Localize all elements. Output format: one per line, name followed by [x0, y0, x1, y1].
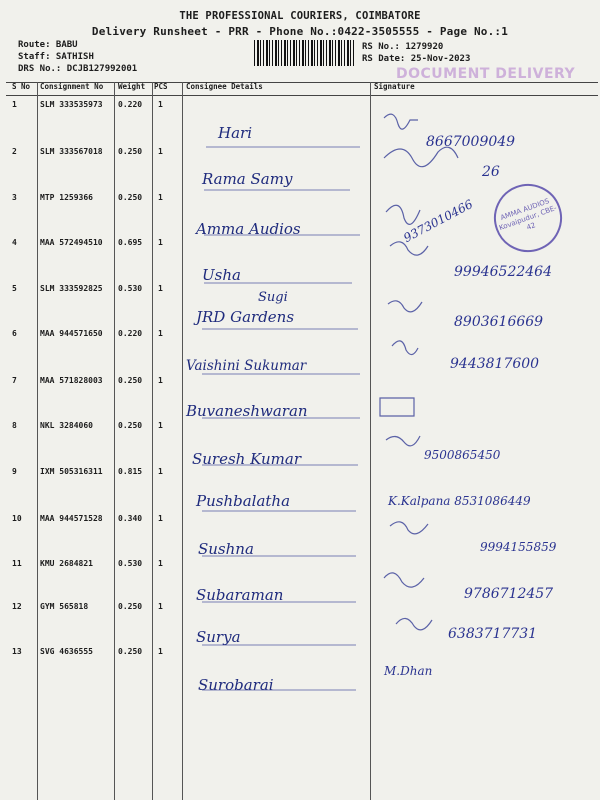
- row-pcs: 1: [158, 284, 163, 293]
- row-pcs: 1: [158, 376, 163, 385]
- row-signature: 8667009049: [426, 134, 516, 150]
- row-pcs: 1: [158, 329, 163, 338]
- col-divider: [152, 82, 153, 800]
- row-weight: 0.340: [118, 514, 143, 523]
- row-consignment: GYM 565818: [40, 602, 89, 611]
- row-sno: 1: [12, 100, 17, 109]
- row-signature: 6383717731: [448, 626, 538, 642]
- row-consignment: IXM 505316311: [40, 467, 103, 476]
- row-signature: 8903616669: [454, 314, 544, 330]
- row-signature: 9500865450: [424, 448, 501, 462]
- row-pcs: 1: [158, 238, 163, 247]
- row-consignment: MAA 571828003: [40, 376, 103, 385]
- row-consignee: Rama Samy: [202, 170, 293, 188]
- row-consignee: Hari: [218, 124, 252, 142]
- row-signature: 9994155859: [480, 540, 557, 554]
- col-header-pcs: PCS: [154, 82, 168, 91]
- row-sno: 4: [12, 238, 17, 247]
- col-divider: [182, 82, 183, 800]
- row-weight: 0.250: [118, 421, 143, 430]
- row-sno: 13: [12, 647, 22, 656]
- row-signature: 26: [482, 164, 500, 180]
- col-divider: [37, 82, 38, 800]
- row-weight: 0.250: [118, 193, 143, 202]
- row-signature: K.Kalpana 8531086449: [388, 494, 531, 508]
- col-header-signature: Signature: [374, 82, 415, 91]
- row-pcs: 1: [158, 647, 163, 656]
- row-pcs: 1: [158, 602, 163, 611]
- row-signature: 9786712457: [464, 586, 554, 602]
- row-pcs: 1: [158, 193, 163, 202]
- row-sno: 12: [12, 602, 22, 611]
- row-sno: 3: [12, 193, 17, 202]
- row-consignee: Pushbalatha: [196, 492, 291, 510]
- row-pcs: 1: [158, 514, 163, 523]
- row-weight: 0.250: [118, 147, 143, 156]
- row-consignee: Sushna: [198, 540, 254, 558]
- row-sno: 10: [12, 514, 22, 523]
- row-sno: 11: [12, 559, 22, 568]
- row-pcs: 1: [158, 421, 163, 430]
- row-consignment: MAA 944571528: [40, 514, 103, 523]
- row-consignment: SVG 4636555: [40, 647, 93, 656]
- row-pcs: 1: [158, 100, 163, 109]
- col-header-sno: S No: [12, 82, 31, 91]
- row-consignee: JRD Gardens: [196, 308, 295, 326]
- row-consignment: MTP 1259366: [40, 193, 93, 202]
- row-consignee: Suresh Kumar: [192, 450, 301, 468]
- row-weight: 0.220: [118, 329, 143, 338]
- row-consignment: KMU 2684821: [40, 559, 93, 568]
- company-title: THE PROFESSIONAL COURIERS, COIMBATORE: [179, 10, 421, 22]
- row-consignment: NKL 3284060: [40, 421, 93, 430]
- runsheet-title: Delivery Runsheet - PRR - Phone No.:0422-3505555 - Page No.:1: [91, 25, 509, 38]
- row-consignee: Buvaneshwaran: [186, 402, 308, 420]
- row-signature: 9443817600: [450, 356, 540, 372]
- row-consignee-note: Sugi: [258, 290, 288, 305]
- row-consignee: Amma Audios: [196, 220, 301, 238]
- row-pcs: 1: [158, 147, 163, 156]
- drs-label: DRS No.: DCJB127992001: [18, 64, 138, 74]
- col-header-consignee: Consignee Details: [186, 82, 263, 91]
- row-sno: 8: [12, 421, 17, 430]
- row-weight: 0.695: [118, 238, 143, 247]
- document-delivery-stamp: DOCUMENT DELIVERY: [396, 66, 576, 82]
- col-header-weight: Weight: [118, 82, 146, 91]
- row-signature: 99946522464: [454, 264, 552, 280]
- staff-label: Staff: SATHISH: [18, 52, 94, 62]
- row-sno: 9: [12, 467, 17, 476]
- row-consignment: SLM 333535973: [40, 100, 103, 109]
- col-divider: [114, 82, 115, 800]
- row-weight: 0.815: [118, 467, 143, 476]
- row-pcs: 1: [158, 559, 163, 568]
- route-label: Route: BABU: [18, 40, 78, 50]
- row-consignee: Surya: [196, 628, 241, 646]
- row-pcs: 1: [158, 467, 163, 476]
- consignee-rubber-stamp: AMMA AUDIOS Kovaipudur, CBE-42: [484, 174, 571, 261]
- row-weight: 0.220: [118, 100, 143, 109]
- row-weight: 0.250: [118, 602, 143, 611]
- row-consignment: SLM 333592825: [40, 284, 103, 293]
- row-weight: 0.250: [118, 376, 143, 385]
- row-consignee: Usha: [202, 266, 241, 284]
- row-weight: 0.530: [118, 284, 143, 293]
- col-header-consignment: Consignment No: [40, 82, 104, 91]
- row-consignee: Vaishini Sukumar: [186, 358, 307, 374]
- rs-number: RS No.: 1279920: [362, 42, 444, 52]
- row-sno: 2: [12, 147, 17, 156]
- row-consignment: MAA 572494510: [40, 238, 103, 247]
- row-consignment: MAA 944571650: [40, 329, 103, 338]
- table-header-bottom-line: [6, 95, 598, 96]
- barcode: [254, 40, 356, 66]
- row-weight: 0.530: [118, 559, 143, 568]
- row-sno: 5: [12, 284, 17, 293]
- row-sno: 6: [12, 329, 17, 338]
- row-signature: 9373010466: [401, 196, 476, 246]
- col-divider: [370, 82, 371, 800]
- row-consignment: SLM 333567018: [40, 147, 103, 156]
- rs-date: RS Date: 25-Nov-2023: [362, 54, 471, 64]
- row-weight: 0.250: [118, 647, 143, 656]
- row-sno: 7: [12, 376, 17, 385]
- row-consignee: Subaraman: [196, 586, 284, 604]
- row-consignee: Surobarai: [198, 676, 274, 694]
- row-signature: M.Dhan: [384, 664, 433, 678]
